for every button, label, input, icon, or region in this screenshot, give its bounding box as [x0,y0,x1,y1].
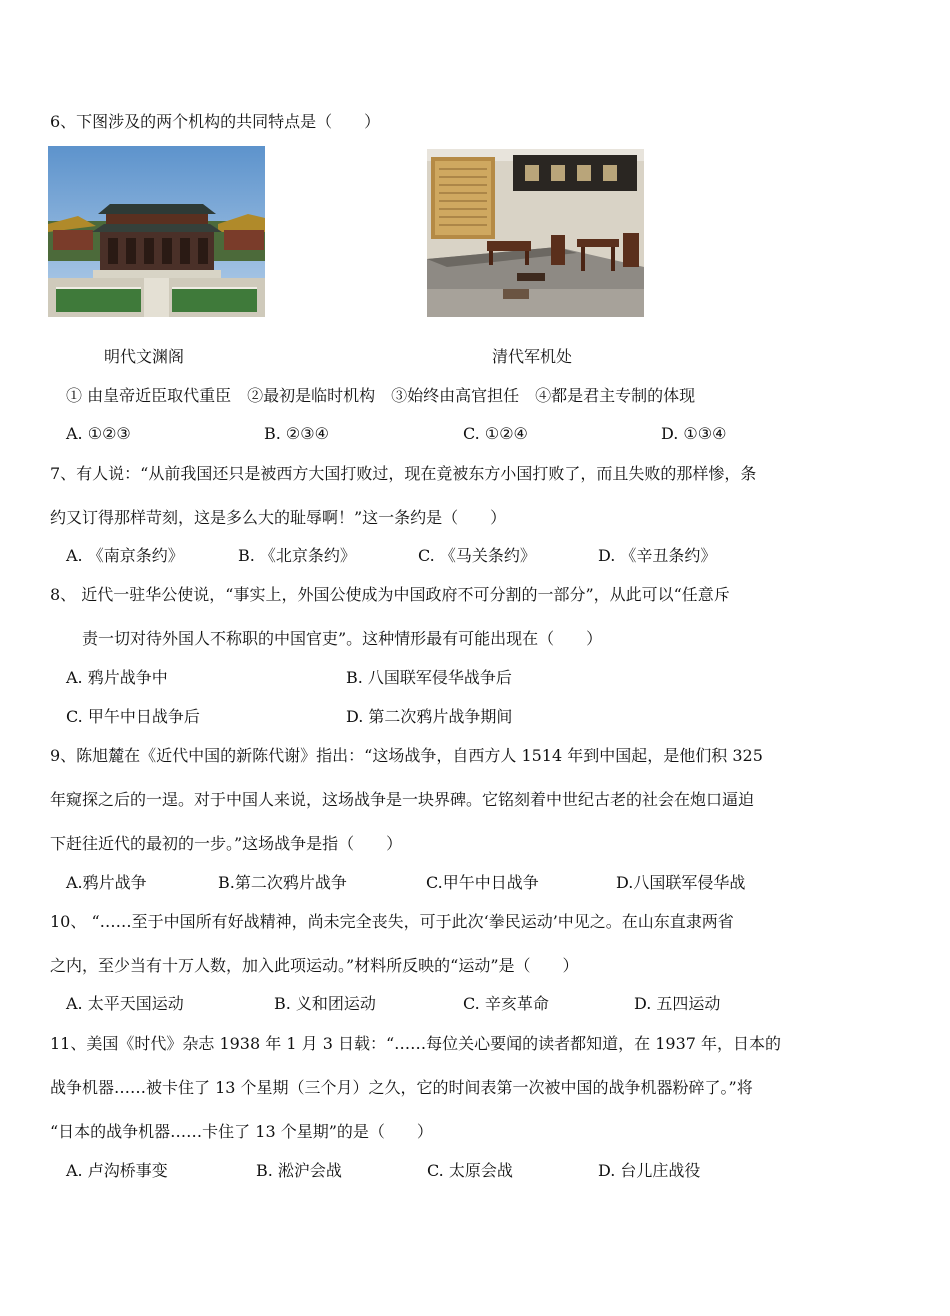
q9-stem-line-2: 年窥探之后的一逞。对于中国人来说，这场战争是一块界碑。它铭刻着中世纪古老的社会在炮口逼迫 [50,790,755,809]
q11-option-d: D. 台儿庄战役 [598,1161,701,1180]
q8-option-b: B. 八国联军侵华战争后 [346,668,512,687]
q11-stem-line-2: 战争机器……被卡住了 13 个星期（三个月）之久，它的时间表第一次被中国的战争机器粉碎了。”将 [50,1078,753,1097]
q10-stem-line-2: 之内，至少当有十万人数，加入此项运动。”材料所反映的“运动”是（ ） [50,956,579,975]
q6-option-a: A. ①②③ [66,424,131,443]
q11-option-a: A. 卢沟桥事变 [66,1161,168,1180]
q8-option-c: C. 甲午中日战争后 [66,707,200,726]
q9-option-b: B.第二次鸦片战争 [218,873,347,892]
q7-stem-line-2: 约又订得那样苛刻，这是多么大的耻辱啊！”这一条约是（ ） [50,508,507,527]
q9-stem-line-1: 9、陈旭麓在《近代中国的新陈代谢》指出：“这场战争，自西方人 1514 年到中国起，是他们积 325 [50,746,763,765]
q10-option-d: D. 五四运动 [634,994,721,1013]
q6-option-d: D. ①③④ [661,424,727,443]
q11-stem-line-3: “日本的战争机器……卡住了 13 个星期”的是（ ） [50,1122,433,1141]
q11-option-b: B. 淞沪会战 [256,1161,342,1180]
q9-option-a: A.鸦片战争 [66,873,147,892]
q6-option-c: C. ①②④ [463,424,528,443]
q7-stem-line-1: 7、有人说：“从前我国还只是被西方大国打败过，现在竟被东方小国打败了，而且失败的那样惨，条 [50,464,757,483]
q8-stem-line-1: 8、 近代一驻华公使说，“事实上，外国公使成为中国政府不可分割的一部分”，从此可以“任意斥 [50,585,730,604]
q10-option-c: C. 辛亥革命 [463,994,549,1013]
q8-stem-line-2: 责一切对待外国人不称职的中国官吏”。这种情形最有可能出现在（ ） [82,629,603,648]
q10-option-b: B. 义和团运动 [274,994,376,1013]
q10-stem-line-1: 10、 “……至于中国所有好战精神，尚未完全丧失，可于此次‘拳民运动’中见之。在山东直隶两省 [50,912,734,931]
q7-option-c: C. 《马关条约》 [418,546,536,565]
q9-option-c: C.甲午中日战争 [426,873,539,892]
q8-option-d: D. 第二次鸦片战争期间 [346,707,513,726]
q7-option-a: A. 《南京条约》 [66,546,184,565]
q10-option-a: A. 太平天国运动 [66,994,184,1013]
q8-option-a: A. 鸦片战争中 [66,668,168,687]
q11-stem-line-1: 11、美国《时代》杂志 1938 年 1 月 3 日载：“……每位关心要闻的读者都知道，在 1937 年，日本的 [50,1034,782,1053]
q6-option-b: B. ②③④ [264,424,329,443]
q6-statements: ① 由皇帝近臣取代重臣 ②最初是临时机构 ③始终由高官担任 ④都是君主专制的体现 [66,386,696,405]
wenyuan-pavilion-photo [48,146,265,317]
grand-council-caption: 清代军机处 [492,347,573,366]
q7-option-d: D. 《辛丑条约》 [598,546,717,565]
q9-option-d: D.八国联军侵华战 [616,873,746,892]
q11-option-c: C. 太原会战 [427,1161,513,1180]
grand-council-photo [427,149,644,317]
q7-option-b: B. 《北京条约》 [238,546,356,565]
wenyuan-pavilion-caption: 明代文渊阁 [104,347,185,366]
q9-stem-line-3: 下赶往近代的最初的一步。”这场战争是指（ ） [50,834,403,853]
q6-stem: 6、下图涉及的两个机构的共同特点是（ ） [50,112,381,131]
